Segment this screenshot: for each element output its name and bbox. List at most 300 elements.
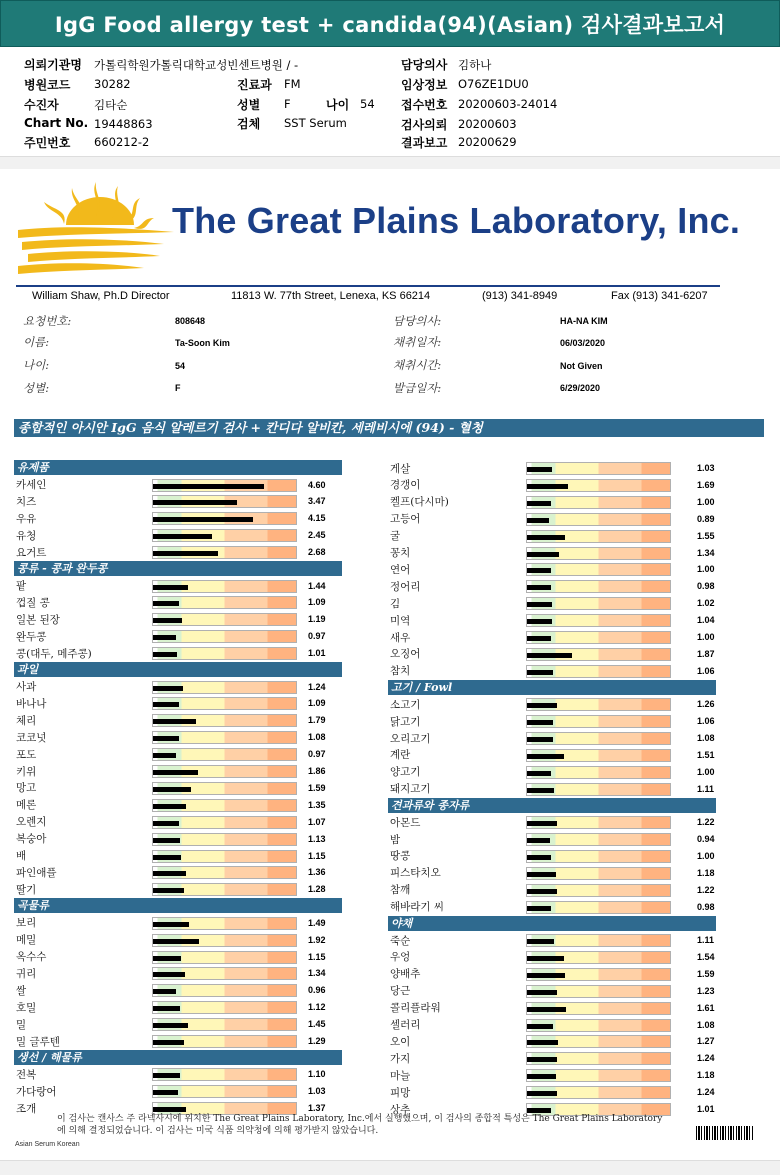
result-bar-fill (153, 551, 218, 556)
food-name: 가지 (390, 1052, 411, 1065)
result-value: 1.24 (308, 681, 326, 692)
header-label: 성별 (237, 98, 261, 112)
result-value: 1.26 (697, 699, 715, 710)
result-bar (526, 462, 671, 475)
result-value: 1.59 (308, 782, 326, 793)
result-bar (526, 901, 671, 914)
result-bar-fill (527, 737, 553, 742)
result-bar (152, 816, 297, 829)
result-bar-fill (153, 719, 196, 724)
result-bar (526, 833, 671, 846)
result-bar (152, 951, 297, 964)
result-bar (152, 681, 297, 694)
result-value: 1.03 (697, 463, 715, 473)
result-bar-fill (527, 602, 552, 607)
result-bar-fill (153, 838, 180, 843)
result-bar (526, 547, 671, 560)
result-value: 1.18 (697, 1070, 715, 1081)
result-bar (526, 1086, 671, 1099)
result-value: 1.69 (697, 479, 715, 490)
result-bar (152, 833, 297, 846)
result-bar-fill (527, 501, 551, 506)
result-value: 1.37 (308, 1103, 326, 1114)
result-value: 1.24 (697, 1053, 715, 1064)
result-bar (526, 985, 671, 998)
food-name: 가다랑어 (16, 1085, 57, 1098)
result-value: 1.55 (697, 530, 715, 541)
header-label: 결과보고 (401, 136, 448, 150)
age-value: 54 (175, 361, 186, 371)
food-name: 망고 (16, 782, 37, 795)
section-header: 과일 (14, 662, 342, 677)
header-value: O76ZE1DU0 (458, 77, 529, 91)
result-bar-fill (153, 1023, 188, 1028)
result-value: 1.27 (697, 1036, 715, 1047)
food-name: 참깨 (390, 884, 411, 897)
section-header: 생선 / 해물류 (14, 1050, 342, 1065)
result-value: 4.60 (308, 479, 326, 490)
result-bar (152, 613, 297, 626)
food-name: 일본 된장 (16, 613, 60, 626)
result-value: 1.19 (308, 614, 326, 625)
result-bar (152, 782, 297, 795)
result-value: 0.96 (308, 985, 326, 996)
result-bar-fill (153, 989, 176, 994)
result-value: 1.13 (308, 833, 326, 844)
food-name: 피망 (390, 1086, 411, 1099)
result-bar-fill (527, 720, 553, 725)
result-value: 0.89 (697, 513, 715, 524)
result-value: 1.44 (308, 580, 326, 591)
result-bar-fill (153, 517, 253, 522)
age-label: 나이: (23, 358, 50, 372)
header-value: 김하나 (458, 58, 492, 72)
result-value: 1.24 (697, 1087, 715, 1098)
food-name: 새우 (390, 631, 411, 644)
result-bar-fill (527, 1040, 558, 1045)
header-value: 54 (360, 97, 375, 111)
header-label: 임상정보 (401, 78, 448, 92)
result-bar (152, 731, 297, 744)
result-bar (526, 563, 671, 576)
food-name: 바나나 (16, 697, 47, 710)
header-value: FM (284, 77, 301, 91)
result-bar-fill (527, 838, 550, 843)
section-header: 콩류 - 콩과 완두콩 (14, 561, 342, 576)
food-name: 메밀 (16, 934, 37, 947)
food-name: 우유 (16, 512, 37, 525)
result-value: 1.51 (697, 749, 715, 760)
result-bar (526, 749, 671, 762)
food-name: 오이 (390, 1035, 411, 1048)
result-bar-fill (527, 973, 565, 978)
result-value: 1.23 (697, 985, 715, 996)
result-bar-fill (527, 956, 564, 961)
lab-fax: Fax (913) 341-6207 (611, 290, 708, 302)
food-name: 굴 (390, 530, 401, 543)
food-name: 밀 (16, 1018, 27, 1031)
result-value: 1.34 (697, 547, 715, 558)
result-value: 1.06 (697, 716, 715, 727)
food-name: 카세인 (16, 479, 47, 491)
result-bar (526, 934, 671, 947)
barcode-icon (696, 1126, 754, 1140)
result-bar-fill (153, 652, 177, 657)
result-bar-fill (153, 939, 199, 944)
physician-label: 담당의사: (393, 314, 442, 328)
name-label: 이름: (23, 335, 50, 349)
food-name: 완두콩 (16, 630, 47, 643)
food-name: 피스타치오 (390, 867, 441, 880)
result-value: 1.03 (308, 1086, 326, 1097)
result-value: 1.22 (697, 884, 715, 895)
food-name: 옥수수 (16, 951, 47, 963)
result-value: 1.06 (697, 665, 715, 676)
header-label: 의뢰기관명 (24, 58, 82, 72)
food-name: 보리 (16, 917, 37, 930)
food-name: 당근 (390, 985, 411, 998)
header-label: 주민번호 (24, 136, 71, 150)
result-bar-fill (527, 906, 551, 911)
food-name: 소고기 (390, 698, 421, 711)
result-bar-fill (153, 635, 176, 640)
food-name: 셀러리 (390, 1019, 421, 1031)
food-name: 코코넛 (16, 731, 47, 744)
result-bar-fill (153, 736, 179, 741)
food-name: 닭고기 (390, 715, 421, 728)
header-value: 660212-2 (94, 135, 150, 149)
result-bar-fill (153, 972, 185, 977)
lab-director: William Shaw, Ph.D Director (32, 290, 170, 302)
result-value: 4.15 (308, 513, 326, 524)
result-bar-fill (153, 871, 186, 876)
food-name: 켈프(다시마) (390, 496, 449, 509)
result-bar (152, 917, 297, 930)
result-bar (152, 512, 297, 525)
food-name: 해바라기 씨 (390, 901, 445, 914)
result-bar (526, 1019, 671, 1032)
collection-date-label: 채취일자: (393, 335, 442, 349)
result-bar-fill (153, 821, 179, 826)
result-bar-fill (527, 484, 568, 489)
result-bar (152, 1018, 297, 1031)
result-bar-fill (153, 922, 189, 927)
result-value: 1.09 (308, 698, 326, 709)
result-bar-fill (527, 467, 552, 472)
section-header: 유제품 (14, 460, 342, 475)
food-name: 땅콩 (390, 850, 411, 863)
food-name: 정어리 (390, 580, 421, 593)
result-bar (526, 951, 671, 964)
result-bar-fill (153, 686, 183, 691)
result-value: 1.87 (697, 648, 715, 659)
result-bar-fill (527, 585, 551, 590)
header-label: 담당의사 (401, 58, 448, 72)
food-name: 우엉 (390, 951, 411, 964)
result-bar (526, 884, 671, 897)
result-value: 1.45 (308, 1019, 326, 1030)
result-bar-fill (153, 618, 182, 623)
section-header: 고기 / Fowl (388, 680, 716, 695)
page-separator (0, 1160, 780, 1175)
result-value: 1.29 (308, 1036, 326, 1046)
result-bar-fill (153, 787, 191, 792)
food-name: 쌀 (16, 984, 27, 997)
result-bar-fill (527, 754, 564, 759)
header-label: 검사의뢰 (401, 118, 448, 132)
food-name: 딸기 (16, 883, 37, 896)
result-value: 1.59 (697, 968, 715, 979)
result-bar-fill (527, 619, 552, 624)
result-value: 1.00 (697, 564, 715, 575)
result-bar-fill (527, 889, 557, 894)
result-bar-fill (153, 1090, 178, 1095)
result-bar-fill (527, 939, 554, 944)
result-bar (152, 883, 297, 896)
header-label: 접수번호 (401, 98, 448, 112)
header-label: 진료과 (237, 78, 272, 92)
result-value: 0.97 (308, 631, 326, 642)
physician-value: HA-NA KIM (560, 316, 608, 326)
result-bar (526, 783, 671, 796)
result-bar (526, 1052, 671, 1065)
result-bar (152, 714, 297, 727)
result-bar (526, 867, 671, 880)
result-bar (152, 647, 297, 660)
result-bar (152, 546, 297, 559)
result-value: 1.22 (697, 817, 715, 828)
food-name: 경갱이 (390, 479, 421, 492)
result-bar-fill (153, 1040, 184, 1045)
result-bar-fill (527, 1074, 556, 1079)
result-bar-fill (153, 956, 181, 961)
food-name: 팥 (16, 580, 27, 592)
result-bar (526, 766, 671, 779)
result-value: 1.08 (697, 733, 715, 743)
result-value: 1.49 (308, 917, 326, 928)
food-name: 파인애플 (16, 866, 57, 879)
result-bar (152, 495, 297, 508)
lab-phone: (913) 341-8949 (482, 290, 558, 302)
report-date-value: 6/29/2020 (560, 383, 601, 393)
result-bar-fill (527, 670, 553, 675)
result-value: 1.01 (308, 648, 326, 659)
result-bar (526, 479, 671, 492)
result-value: 1.00 (697, 496, 715, 507)
result-value: 1.02 (697, 598, 715, 609)
result-bar-fill (527, 872, 556, 877)
result-bar (152, 934, 297, 947)
food-name: 김 (390, 597, 401, 610)
header-value: F (284, 97, 291, 111)
result-bar (152, 850, 297, 863)
result-bar (152, 984, 297, 997)
result-bar-fill (527, 653, 572, 658)
result-bar-fill (153, 1006, 180, 1011)
result-value: 0.98 (697, 901, 715, 912)
food-name: 유청 (16, 529, 37, 542)
result-bar (526, 698, 671, 711)
header-label: 수진자 (24, 98, 59, 112)
result-bar-fill (527, 552, 559, 557)
result-value: 1.11 (697, 935, 715, 945)
result-bar (526, 1002, 671, 1015)
result-value: 1.07 (308, 816, 326, 827)
food-name: 메론 (16, 799, 37, 812)
lab-address: 11813 W. 77th Street, Lenexa, KS 66214 (231, 290, 431, 302)
panel-title: 종합적인 아시안 IgG 음식 알레르기 검사 + 칸디다 알비칸, 세레비시에 (94) - 혈청 (14, 419, 764, 437)
sun-logo-icon (14, 180, 174, 280)
result-bar (526, 665, 671, 678)
result-bar (526, 732, 671, 745)
result-value: 1.11 (697, 783, 715, 794)
result-bar (152, 479, 297, 492)
food-name: 사과 (16, 681, 37, 693)
result-value: 0.94 (697, 834, 715, 844)
food-name: 밤 (390, 833, 401, 846)
food-name: 죽순 (390, 934, 411, 947)
result-bar-fill (527, 636, 551, 641)
section-header: 견과류와 종자류 (388, 798, 716, 813)
result-bar (152, 1068, 297, 1081)
result-bar (526, 597, 671, 610)
result-bar-fill (153, 484, 264, 489)
divider (16, 285, 720, 287)
food-name: 오렌지 (16, 816, 47, 829)
header-value: 20200603-24014 (458, 97, 558, 111)
result-bar-fill (527, 1007, 566, 1012)
result-value: 1.12 (308, 1002, 326, 1013)
food-name: 콩(대두, 메주콩) (16, 647, 92, 660)
result-value: 1.54 (697, 951, 715, 962)
result-value: 1.00 (697, 632, 715, 642)
header-value: 가톨릭학원가톨릭대학교성빈센트병원 / - (94, 58, 299, 72)
result-bar-fill (153, 770, 198, 775)
section-header: 곡물류 (14, 898, 342, 913)
name-value: Ta-Soon Kim (175, 338, 230, 348)
food-name: 양고기 (390, 766, 421, 779)
food-name: 참치 (390, 665, 411, 678)
sex-label: 성별: (23, 381, 50, 395)
result-bar-fill (527, 990, 557, 995)
food-name: 밀 글루텐 (16, 1035, 60, 1048)
food-name: 아몬드 (390, 816, 421, 829)
food-name: 오리고기 (390, 732, 431, 745)
collection-time-value: Not Given (560, 361, 603, 371)
result-bar-fill (153, 1107, 186, 1112)
food-name: 게살 (390, 462, 411, 475)
result-bar (526, 968, 671, 981)
result-bar (526, 580, 671, 593)
result-bar (152, 697, 297, 710)
result-value: 1.36 (308, 867, 326, 878)
result-bar-fill (527, 568, 551, 573)
result-bar (526, 816, 671, 829)
header-value: 김타순 (94, 98, 128, 112)
result-bar (526, 715, 671, 728)
result-bar (152, 630, 297, 643)
collection-date-value: 06/03/2020 (560, 338, 606, 348)
food-name: 고등어 (390, 513, 421, 526)
header-label: 병원코드 (24, 78, 71, 92)
result-value: 3.47 (308, 496, 326, 507)
result-value: 1.28 (308, 884, 326, 895)
result-bar-fill (527, 703, 557, 708)
food-name: 돼지고기 (390, 783, 431, 796)
food-name: 꽁치 (390, 547, 411, 559)
result-bar (526, 513, 671, 526)
result-bar-fill (527, 1057, 557, 1062)
result-value: 0.97 (308, 749, 326, 760)
result-value: 1.08 (308, 732, 326, 743)
food-name: 콜리플라워 (390, 1002, 441, 1015)
food-name: 복숭아 (16, 833, 47, 846)
food-name: 마늘 (390, 1069, 411, 1082)
header-value: 30282 (94, 77, 131, 91)
food-name: 계란 (390, 749, 411, 762)
result-bar (152, 1085, 297, 1098)
food-name: 배 (16, 850, 27, 862)
result-value: 1.09 (308, 597, 326, 608)
result-bar-fill (153, 888, 184, 893)
result-value: 1.01 (697, 1104, 715, 1114)
report-title: IgG Food allergy test + candida(94)(Asian) 검사결과보고서 (0, 0, 780, 47)
food-name: 양배추 (390, 968, 421, 981)
result-bar (526, 1069, 671, 1082)
result-bar-fill (527, 771, 551, 776)
result-value: 1.18 (697, 867, 715, 878)
result-bar (526, 648, 671, 661)
result-value: 1.08 (697, 1019, 715, 1030)
header-value: SST Serum (284, 116, 347, 130)
result-bar (526, 1035, 671, 1048)
result-bar (152, 748, 297, 761)
result-bar-fill (527, 788, 554, 793)
food-name: 오징어 (390, 648, 421, 661)
report-date-label: 발급일자: (393, 381, 442, 395)
food-name: 조개 (16, 1102, 37, 1115)
result-bar (526, 530, 671, 543)
section-header: 야채 (388, 916, 716, 931)
result-value: 1.34 (308, 968, 326, 979)
result-bar (526, 850, 671, 863)
header-value: 20200603 (458, 117, 517, 131)
result-bar-fill (527, 821, 557, 826)
food-name: 치즈 (16, 495, 37, 508)
result-value: 1.00 (697, 766, 715, 777)
result-value: 1.92 (308, 934, 326, 945)
result-bar (152, 799, 297, 812)
food-name: 연어 (390, 563, 411, 576)
result-value: 2.68 (308, 547, 326, 558)
food-name: 호밀 (16, 1001, 37, 1014)
result-value: 1.00 (697, 850, 715, 861)
food-name: 키위 (16, 765, 37, 778)
page-separator (0, 156, 780, 169)
result-bar-fill (527, 518, 549, 523)
result-value: 1.86 (308, 766, 326, 776)
result-bar-fill (153, 500, 237, 505)
food-name: 포도 (16, 748, 37, 761)
food-name: 미역 (390, 614, 411, 627)
result-bar (152, 866, 297, 879)
result-value: 1.35 (308, 799, 326, 810)
header-value: 20200629 (458, 135, 517, 149)
food-name: 귀리 (16, 967, 37, 980)
result-bar (152, 765, 297, 778)
result-bar (526, 631, 671, 644)
header-label: 검체 (237, 117, 261, 131)
